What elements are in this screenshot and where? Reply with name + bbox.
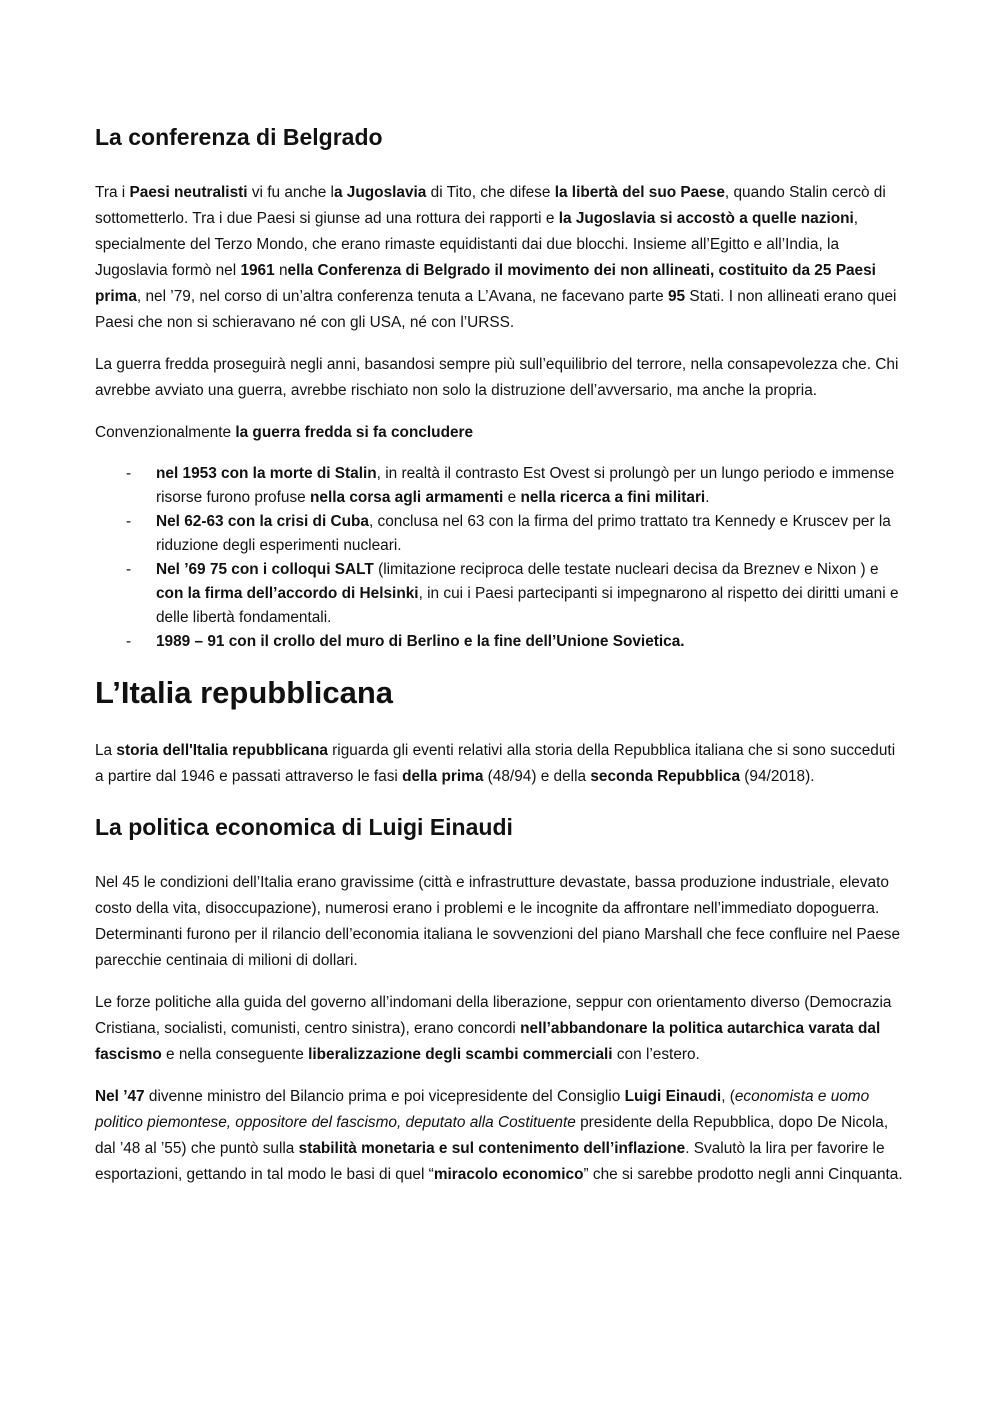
document-body — [95, 118, 907, 1204]
paragraph-forze-politiche: Le forze politiche alla guida del governo all’indomani della liberazione, seppur con orientamento diverso (Democrazia Cristiana, socialisti, comunisti, centro sinistra), erano concordi nell’abbandonare la politica autarchica varata dal fascismo e nella conseguente liberalizzazione degli scambi commerciali con l’estero. — [95, 994, 892, 1063]
paragraph-equilibrio-terrore: La guerra fredda proseguirà negli anni, basandosi sempre più sull’equilibrio del terrore, nella consapevolezza che. Chi avrebbe avviato una guerra, avrebbe rischiato non solo la distruzione dell’avversario, ma anche la propria. — [95, 356, 899, 399]
paragraph-luigi-einaudi: Nel ’47 divenne ministro del Bilancio prima e poi vicepresidente del Consiglio Luigi Einaudi, (economista e uomo politico piemontese, oppositore del fascismo, deputato alla Costituente presidente della Repubblica, dopo De Nicola, dal ’48 al ’55) che puntò sulla stabilità monetaria e sul contenimento dell’inflazione. Svalutò la lira per favorire le esportazioni, gettando in tal modo le basi di quel “miracolo economico” che si sarebbe prodotto negli anni Cinquanta. — [95, 1088, 903, 1183]
paragraph-paesi-neutralisti: Tra i Paesi neutralisti vi fu anche la Jugoslavia di Tito, che difese la libertà del suo Paese, quando Stalin cercò di sottometterlo. Tra i due Paesi si giunse ad una rottura dei rapporti e la Jugoslavia si accostò a quelle nazioni, specialmente del Terzo Mondo, che erano rimaste equidistanti dai due blocchi. Insieme all’Egitto e all’India, la Jugoslavia formò nel 1961 nella Conferenza di Belgrado il movimento dei non allineati, costituito da 25 Paesi prima, nel ’79, nel corso di un’altra conferenza tenuta a L’Avana, ne facevano parte 95 Stati. I non allineati erano quei Paesi che non si schieravano né con gli USA, né con l’URSS. — [95, 184, 897, 331]
heading-conferenza-belgrado: La conferenza di Belgrado — [95, 124, 383, 150]
list-fine-guerra-fredda — [95, 462, 907, 654]
heading-politica-economica-einaudi: La politica economica di Luigi Einaudi — [95, 814, 513, 840]
list-item-crisi-cuba: - Nel 62-63 con la crisi di Cuba, conclusa nel 63 con la firma del primo trattato tra Kennedy e Kruscev per la riduzione degli esperimenti nucleari. — [95, 510, 907, 558]
list-item-muro-berlino: - 1989 – 91 con il crollo del muro di Berlino e la fine dell’Unione Sovietica. — [95, 630, 907, 654]
paragraph-condizioni-italia: Nel 45 le condizioni dell’Italia erano gravissime (città e infrastrutture devastate, bassa produzione industriale, elevato costo della vita, disoccupazione), numerosi erano i problemi e le incognite da affrontare nell’immediato dopoguerra. Determinanti furono per il rilancio dell’economia italiana le sovvenzioni del piano Marshall che fece confluire nel Paese parecchie centinaia di milioni di dollari. — [95, 874, 901, 969]
paragraph-conclusione-guerra-fredda: Convenzionalmente la guerra fredda si fa concludere — [95, 424, 474, 441]
list-item-salt: - Nel ’69 75 con i colloqui SALT (limitazione reciproca delle testate nucleari decisa da Breznev e Nixon ) e con la firma dell’accordo di Helsinki, in cui i Paesi partecipanti si impegnarono al rispetto dei diritti umani e delle libertà fondamentali. — [95, 558, 907, 630]
heading-italia-repubblicana: L’Italia repubblicana — [95, 675, 394, 710]
list-item-1953: - nel 1953 con la morte di Stalin, in realtà il contrasto Est Ovest si prolungò per un lungo periodo e immense risorse furono profuse nella corsa agli armamenti e nella ricerca a fini militari. — [95, 462, 907, 510]
paragraph-storia-repubblica: La storia dell'Italia repubblicana riguarda gli eventi relativi alla storia della Repubblica italiana che si sono succeduti a partire dal 1946 e passati attraverso le fasi della prima (48/94) e della seconda Repubblica (94/2018). — [95, 742, 896, 785]
